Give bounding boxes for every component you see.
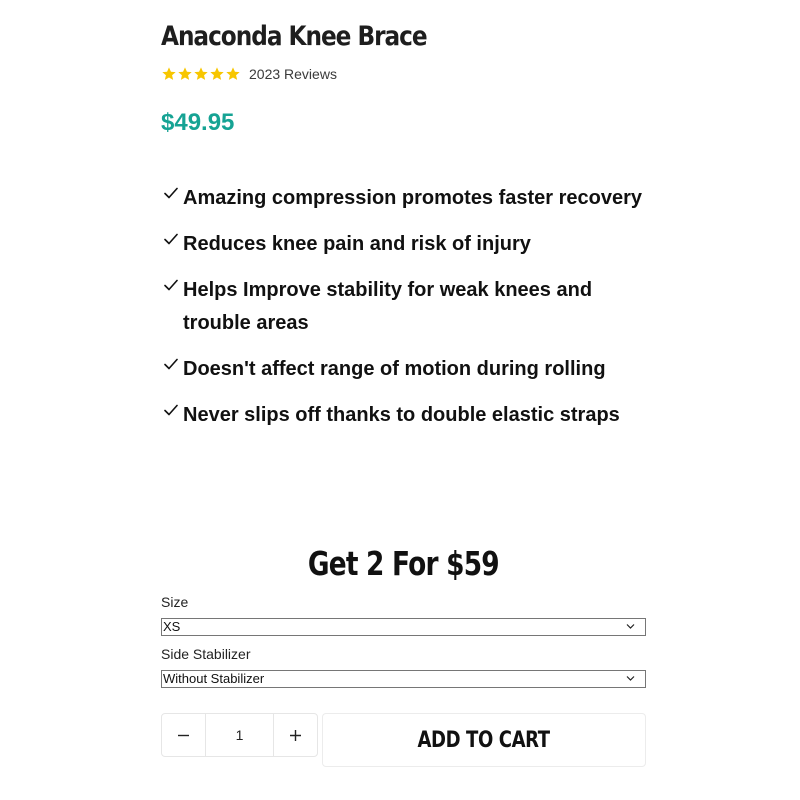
bundle-offer-heading — [161, 542, 646, 586]
add-to-cart-label: ADD TO CART — [417, 727, 551, 753]
check-icon — [164, 404, 178, 416]
star-rating — [161, 66, 241, 82]
feature-text: Never slips off thanks to double elastic straps — [183, 404, 620, 426]
feature-text: Amazing compression promotes faster recovery — [183, 187, 643, 209]
product-price: $49.95 — [161, 109, 235, 136]
feature-text: Doesn't affect range of motion during rolling — [183, 358, 606, 380]
bundle-offer-text: Get 2 For $59 — [308, 544, 499, 583]
star-icon — [209, 66, 225, 82]
quantity-input[interactable]: 1 — [205, 714, 275, 756]
rating[interactable] — [161, 64, 337, 84]
size-label: Size — [161, 594, 189, 610]
feature-item — [161, 228, 646, 261]
check-icon — [164, 279, 178, 291]
check-icon — [164, 187, 178, 199]
feature-item — [161, 182, 646, 215]
chevron-down-icon — [626, 623, 635, 630]
decrease-quantity-button[interactable] — [162, 714, 205, 756]
check-icon — [164, 233, 178, 245]
add-to-cart-button[interactable] — [322, 713, 646, 767]
side-stabilizer-label: Side Stabilizer — [161, 646, 251, 662]
side-stabilizer-select-value: Without Stabilizer — [163, 671, 265, 686]
side-stabilizer-select[interactable] — [161, 670, 646, 688]
chevron-down-icon — [626, 675, 635, 682]
product-title: Anaconda Knee Brace — [161, 21, 427, 52]
review-count-link[interactable]: 2023 Reviews — [249, 66, 337, 82]
feature-item — [161, 399, 646, 432]
increase-quantity-button[interactable] — [274, 714, 317, 756]
feature-text: Reduces knee pain and risk of injury — [183, 233, 531, 255]
feature-text: Helps Improve stability for weak knees and trouble areas — [183, 279, 593, 334]
check-icon — [164, 358, 178, 370]
feature-item — [161, 274, 646, 340]
minus-icon — [177, 729, 190, 742]
size-select[interactable] — [161, 618, 646, 636]
size-select-value: XS — [163, 619, 181, 634]
plus-icon — [289, 729, 302, 742]
product-info — [161, 0, 646, 800]
star-icon — [161, 66, 177, 82]
star-icon — [177, 66, 193, 82]
feature-item — [161, 353, 646, 386]
star-icon — [193, 66, 209, 82]
star-icon — [225, 66, 241, 82]
quantity-stepper — [161, 713, 318, 757]
feature-list — [161, 182, 646, 445]
